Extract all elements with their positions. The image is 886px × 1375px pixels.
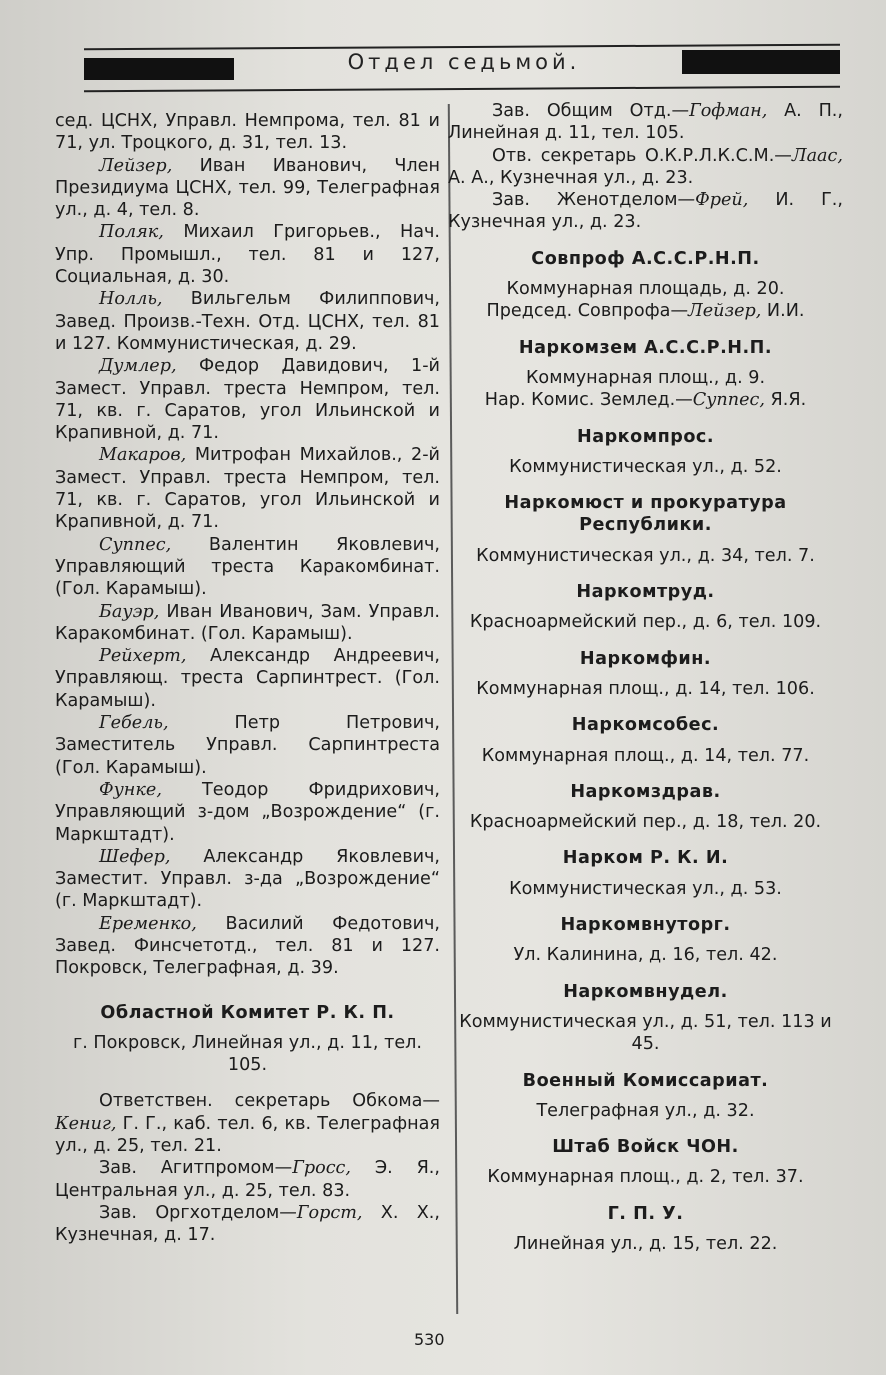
header-bar-left — [84, 58, 234, 80]
department-address: Коммунистическая ул., д. 34, тел. 7. — [476, 545, 815, 566]
department-address: Коммунарная площ., д. 14, тел. 106. — [476, 678, 815, 699]
page-number: 530 — [414, 1330, 445, 1349]
oblast-committee-heading: Областной Комитет Р. К. П. — [100, 1002, 395, 1023]
directory-entry: Еременко, Василий Федотович, Завед. Финсчетотд., тел. 81 и 127. Покровск, Телеграфная, д. 39. — [55, 913, 440, 979]
directory-entry: Суппес, Валентин Яковлевич, Управляющий треста Каракомбинат. (Гол. Карамыш). — [55, 534, 440, 600]
staff-entry: Отв. секретарь О.К.Р.Л.К.С.М.—Лаас, А. А., Кузнечная ул., д. 23. — [448, 145, 843, 188]
directory-entry: Шефер, Александр Яковлевич, Заместит. Управл. з-да „Возрождение“ (г. Маркштадт). — [55, 846, 440, 912]
department-address: Ул. Калинина, д. 16, тел. 42. — [513, 945, 778, 966]
directory-entry: Функе, Теодор Фридрихович, Управляющий з-дом „Возрождение“ (г. Маркштадт). — [55, 779, 440, 845]
header-bar-right — [682, 50, 840, 74]
department-address: Коммунистическая ул., д. 53. — [509, 878, 782, 899]
department-heading: Нарком Р. К. И. — [562, 848, 729, 869]
header-rule-bottom — [84, 86, 840, 93]
sovprof-chair: Председ. Совпрофа—Лейзер, И.И. — [486, 301, 805, 322]
department-heading: Наркомтруд. — [576, 582, 715, 603]
staff-entry: Зав. Женотделом—Фрей, И. Г., Кузнечная ул., д. 23. — [448, 190, 843, 233]
directory-entry: Лейзер, Иван Иванович, Член Президиума ЦСНХ, тел. 99, Телеграфная ул., д. 4, тел. 8. — [55, 155, 440, 221]
department-heading: Наркомфин. — [579, 648, 712, 669]
narkomzem-heading: Наркомзем А.С.С.Р.Н.П. — [518, 337, 773, 358]
directory-entry: Думлер, Федор Давидович, 1-й Замест. Управл. треста Немпром, тел. 71, кв. г. Саратов, угол Ильинской и Крапивной, д. 71. — [55, 356, 440, 444]
section-title: Отдел седьмой. — [347, 50, 581, 74]
left-column — [55, 110, 440, 1247]
department-heading: Военный Комиссариат. — [522, 1070, 769, 1091]
staff-entry: Зав. Агитпромом—Гросс, Э. Я., Центральная ул., д. 25, тел. 83. — [55, 1158, 440, 1201]
staff-entry: Зав. Оргхотделом—Горст, Х. Х., Кузнечная, д. 17. — [55, 1202, 440, 1246]
department-heading: Штаб Войск ЧОН. — [552, 1137, 739, 1158]
department-address: Коммунистическая ул., д. 51, тел. 113 и 45. — [459, 1011, 832, 1055]
directory-entry: Бауэр, Иван Иванович, Зам. Управл. Каракомбинат. (Гол. Карамыш). — [55, 601, 440, 644]
department-heading: Наркомпрос. — [576, 426, 715, 447]
department-heading: Наркомздрав. — [570, 781, 721, 802]
directory-entry: Рейхерт, Александр Андреевич, Управляющ. треста Сарпинтрест. (Гол. Карамыш). — [55, 646, 440, 711]
department-heading: Наркомвнуторг. — [560, 915, 731, 936]
department-address: Красноармейский пер., д. 18, тел. 20. — [469, 812, 822, 833]
department-heading: Наркомвнудел. — [563, 981, 728, 1002]
staff-entry: Зав. Общим Отд.—Гофман, А. П., Линейная д. 11, тел. 105. — [448, 101, 843, 144]
staff-entry: Ответствен. секретарь Обкома—Кениг, Г. Г., каб. тел. 6, кв. Телеграфная ул., д. 25, тел. 21. — [55, 1091, 440, 1157]
department-address: Красноармейский пер., д. 6, тел. 109. — [469, 612, 822, 633]
oblast-committee-address: г. Покровск, Линейная ул., д. 11, тел. 105. — [73, 1032, 422, 1076]
department-address: Коммунарная площ., д. 2, тел. 37. — [487, 1167, 804, 1188]
narkomzem-commissar: Нар. Комис. Землед.—Суппес, Я.Я. — [484, 390, 807, 411]
directory-entry: Гебель, Петр Петрович, Заместитель Управл. Сарпинтреста (Гол. Карамыш). — [55, 713, 440, 778]
department-heading: Г. П. У. — [607, 1203, 684, 1224]
sovprof-address: Коммунарная площадь, д. 20. — [506, 279, 785, 300]
department-address: Линейная ул., д. 15, тел. 22. — [513, 1233, 778, 1254]
department-address: Коммунарная площ., д. 14, тел. 77. — [481, 745, 810, 766]
directory-entry: Поляк, Михаил Григорьев., Нач. Упр. Промышл., тел. 81 и 127, Социальная, д. 30. — [55, 222, 440, 288]
department-address: Телеграфная ул., д. 32. — [536, 1100, 755, 1121]
department-heading: Наркомсобес. — [571, 715, 720, 736]
directory-entry: Нолль, Вильгельм Филиппович, Завед. Произв.-Техн. Отд. ЦСНХ, тел. 81 и 127. Коммунистическая, д. 29. — [55, 289, 440, 354]
sovprof-heading: Совпроф А.С.С.Р.Н.П. — [531, 248, 760, 269]
department-heading: Наркомюст и прокуратура Республики. — [504, 493, 787, 536]
department-address: Коммунистическая ул., д. 52. — [509, 456, 782, 477]
directory-entry: Макаров, Митрофан Михайлов., 2-й Замест. Управл. треста Немпром, тел. 71, кв. г. Саратов, угол Ильинской и Крапивной, д. 71. — [55, 445, 440, 533]
narkomzem-address: Коммунарная площ., д. 9. — [525, 367, 766, 388]
right-column — [448, 100, 843, 1255]
section-header — [84, 40, 840, 92]
directory-entry: сед. ЦСНХ, Управл. Немпрома, тел. 81 и 71, ул. Троцкого, д. 31, тел. 13. — [55, 111, 440, 154]
